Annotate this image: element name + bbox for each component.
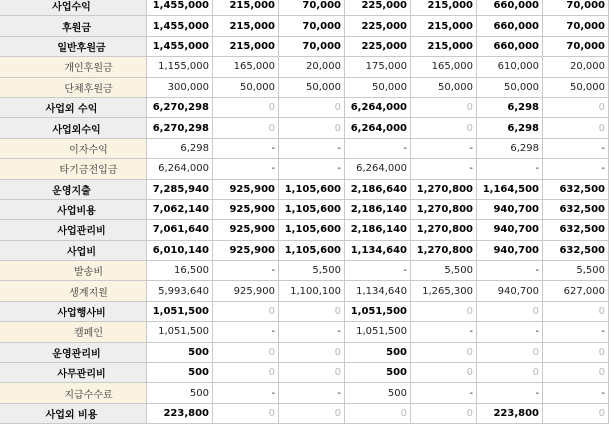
row-value-4: 6,264,000 [345, 97, 411, 117]
table-row [0, 179, 609, 199]
row-value-4: - [345, 138, 411, 158]
row-value-7: 70,000 [543, 0, 609, 16]
row-value-6: 660,000 [477, 0, 543, 16]
row-value-1: 6,010,140 [147, 240, 213, 260]
row-value-6: 940,700 [477, 220, 543, 240]
row-value-7: 632,500 [543, 220, 609, 240]
row-value-1: 500 [147, 383, 213, 403]
row-value-5: - [411, 383, 477, 403]
row-value-7: 0 [543, 301, 609, 321]
table-row [0, 261, 609, 281]
row-value-7: 0 [543, 363, 609, 383]
row-value-5: 1,270,800 [411, 220, 477, 240]
row-value-4: 0 [345, 403, 411, 423]
row-label: 지급수수료 [0, 383, 147, 403]
row-value-2: 0 [213, 118, 279, 138]
row-label: 후원금 [0, 16, 147, 36]
row-value-6: - [477, 322, 543, 342]
row-value-3: 20,000 [279, 57, 345, 77]
row-label: 사업외 수익 [0, 97, 147, 117]
row-value-4: 1,134,640 [345, 281, 411, 301]
row-value-4: 500 [345, 363, 411, 383]
row-value-5: 0 [411, 363, 477, 383]
row-label: 사업관리비 [0, 220, 147, 240]
row-value-5: 0 [411, 301, 477, 321]
row-value-6: 0 [477, 363, 543, 383]
row-label: 사업비 [0, 240, 147, 260]
row-value-1: 500 [147, 363, 213, 383]
row-label: 생계지원 [0, 281, 147, 301]
row-value-7: 70,000 [543, 36, 609, 56]
row-value-1: 7,061,640 [147, 220, 213, 240]
row-value-2: 0 [213, 363, 279, 383]
row-label: 단체후원금 [0, 77, 147, 97]
table-row [0, 16, 609, 36]
row-value-2: 215,000 [213, 36, 279, 56]
row-value-2: 215,000 [213, 0, 279, 16]
table-row [0, 159, 609, 179]
row-value-7: - [543, 159, 609, 179]
row-value-2: 925,900 [213, 240, 279, 260]
row-value-2: 215,000 [213, 16, 279, 36]
table-row [0, 77, 609, 97]
row-label: 사업행사비 [0, 301, 147, 321]
row-value-3: - [279, 322, 345, 342]
row-label: 일반후원금 [0, 36, 147, 56]
row-value-2: 165,000 [213, 57, 279, 77]
row-value-5: 0 [411, 403, 477, 423]
row-value-1: 6,298 [147, 138, 213, 158]
row-value-3: - [279, 159, 345, 179]
row-value-7: - [543, 383, 609, 403]
row-value-5: 0 [411, 118, 477, 138]
row-value-3: 1,105,600 [279, 179, 345, 199]
table-row [0, 403, 609, 423]
row-value-7: - [543, 138, 609, 158]
row-label: 사무관리비 [0, 363, 147, 383]
row-label: 이자수익 [0, 138, 147, 158]
row-value-7: 632,500 [543, 179, 609, 199]
row-value-4: 500 [345, 342, 411, 362]
row-value-6: 610,000 [477, 57, 543, 77]
row-label: 발송비 [0, 261, 147, 281]
row-value-1: 6,264,000 [147, 159, 213, 179]
table-row [0, 383, 609, 403]
row-value-2: - [213, 261, 279, 281]
row-value-5: - [411, 138, 477, 158]
row-value-5: - [411, 322, 477, 342]
row-value-6: 223,800 [477, 403, 543, 423]
row-value-1: 500 [147, 342, 213, 362]
row-value-3: 1,105,600 [279, 220, 345, 240]
row-value-2: - [213, 322, 279, 342]
row-value-4: 2,186,640 [345, 179, 411, 199]
row-value-1: 6,270,298 [147, 97, 213, 117]
row-value-3: 5,500 [279, 261, 345, 281]
row-value-7: 50,000 [543, 77, 609, 97]
row-value-3: 70,000 [279, 36, 345, 56]
table-row [0, 342, 609, 362]
table-row [0, 57, 609, 77]
row-value-7: 0 [543, 97, 609, 117]
row-value-1: 16,500 [147, 261, 213, 281]
row-label: 운영지출 [0, 179, 147, 199]
row-value-6: - [477, 159, 543, 179]
row-value-5: 1,265,300 [411, 281, 477, 301]
row-value-6: 0 [477, 301, 543, 321]
table-row [0, 220, 609, 240]
row-value-3: 50,000 [279, 77, 345, 97]
row-value-3: - [279, 138, 345, 158]
row-value-3: 0 [279, 342, 345, 362]
row-value-4: 225,000 [345, 0, 411, 16]
row-value-3: - [279, 383, 345, 403]
row-value-7: 0 [543, 342, 609, 362]
row-value-4: 1,134,640 [345, 240, 411, 260]
row-value-7: 632,500 [543, 240, 609, 260]
table-row [0, 36, 609, 56]
row-value-5: 1,270,800 [411, 179, 477, 199]
row-value-7: 0 [543, 118, 609, 138]
row-value-6: 940,700 [477, 281, 543, 301]
row-value-2: - [213, 383, 279, 403]
row-value-7: 0 [543, 403, 609, 423]
row-value-5: - [411, 159, 477, 179]
row-value-4: 6,264,000 [345, 159, 411, 179]
row-value-3: 0 [279, 97, 345, 117]
row-value-3: 70,000 [279, 0, 345, 16]
row-value-6: 6,298 [477, 138, 543, 158]
row-value-4: 500 [345, 383, 411, 403]
table-row [0, 97, 609, 117]
row-label: 사업외 비용 [0, 403, 147, 423]
table-row [0, 199, 609, 219]
row-value-4: 6,264,000 [345, 118, 411, 138]
row-value-6: 6,298 [477, 97, 543, 117]
row-value-5: 0 [411, 342, 477, 362]
row-value-7: - [543, 322, 609, 342]
table-row [0, 118, 609, 138]
row-value-6: 940,700 [477, 199, 543, 219]
row-label: 운영관리비 [0, 342, 147, 362]
row-value-1: 5,993,640 [147, 281, 213, 301]
row-value-5: 215,000 [411, 0, 477, 16]
row-label: 사업수익 [0, 0, 147, 16]
row-value-6: 1,164,500 [477, 179, 543, 199]
row-value-2: - [213, 159, 279, 179]
row-value-2: 0 [213, 301, 279, 321]
row-value-5: 50,000 [411, 77, 477, 97]
row-value-5: 5,500 [411, 261, 477, 281]
row-value-1: 7,062,140 [147, 199, 213, 219]
row-value-6: 940,700 [477, 240, 543, 260]
row-value-2: 0 [213, 342, 279, 362]
row-value-6: 6,298 [477, 118, 543, 138]
row-value-4: 1,051,500 [345, 322, 411, 342]
row-value-4: 2,186,140 [345, 199, 411, 219]
table-row [0, 281, 609, 301]
row-value-6: 50,000 [477, 77, 543, 97]
row-value-4: 50,000 [345, 77, 411, 97]
row-label: 캠페인 [0, 322, 147, 342]
row-value-2: 925,900 [213, 281, 279, 301]
row-value-2: - [213, 138, 279, 158]
row-value-7: 627,000 [543, 281, 609, 301]
row-value-7: 20,000 [543, 57, 609, 77]
table-row [0, 0, 609, 16]
row-value-1: 1,455,000 [147, 36, 213, 56]
row-value-2: 925,900 [213, 220, 279, 240]
row-value-3: 1,105,600 [279, 240, 345, 260]
row-value-6: - [477, 383, 543, 403]
row-value-2: 0 [213, 97, 279, 117]
row-value-6: 0 [477, 342, 543, 362]
row-value-1: 1,051,500 [147, 301, 213, 321]
row-value-4: 175,000 [345, 57, 411, 77]
row-value-4: 2,186,140 [345, 220, 411, 240]
row-label: 타기금전입금 [0, 159, 147, 179]
row-value-1: 1,155,000 [147, 57, 213, 77]
row-value-4: 225,000 [345, 16, 411, 36]
row-value-3: 70,000 [279, 16, 345, 36]
row-value-5: 215,000 [411, 36, 477, 56]
row-value-5: 1,270,800 [411, 199, 477, 219]
row-value-3: 0 [279, 363, 345, 383]
table-row [0, 240, 609, 260]
row-value-5: 165,000 [411, 57, 477, 77]
row-value-1: 223,800 [147, 403, 213, 423]
row-value-4: 1,051,500 [345, 301, 411, 321]
row-value-1: 1,051,500 [147, 322, 213, 342]
row-value-5: 0 [411, 97, 477, 117]
row-value-5: 215,000 [411, 16, 477, 36]
row-label: 사업비용 [0, 199, 147, 219]
row-value-6: 660,000 [477, 16, 543, 36]
row-value-1: 1,455,000 [147, 0, 213, 16]
row-value-7: 70,000 [543, 16, 609, 36]
row-value-3: 0 [279, 403, 345, 423]
row-value-2: 925,900 [213, 179, 279, 199]
row-value-2: 50,000 [213, 77, 279, 97]
row-value-6: - [477, 261, 543, 281]
row-value-6: 660,000 [477, 36, 543, 56]
row-label: 사업외수익 [0, 118, 147, 138]
row-value-2: 925,900 [213, 199, 279, 219]
row-value-3: 1,105,600 [279, 199, 345, 219]
row-value-3: 1,100,100 [279, 281, 345, 301]
row-value-3: 0 [279, 301, 345, 321]
row-value-1: 300,000 [147, 77, 213, 97]
row-value-7: 5,500 [543, 261, 609, 281]
row-value-5: 1,270,800 [411, 240, 477, 260]
row-value-2: 0 [213, 403, 279, 423]
table-row [0, 138, 609, 158]
row-label: 개인후원금 [0, 57, 147, 77]
row-value-1: 7,285,940 [147, 179, 213, 199]
table-row [0, 363, 609, 383]
table-row [0, 322, 609, 342]
row-value-4: 225,000 [345, 36, 411, 56]
table-row [0, 301, 609, 321]
row-value-4: - [345, 261, 411, 281]
row-value-1: 1,455,000 [147, 16, 213, 36]
row-value-3: 0 [279, 118, 345, 138]
row-value-7: 632,500 [543, 199, 609, 219]
row-value-1: 6,270,298 [147, 118, 213, 138]
